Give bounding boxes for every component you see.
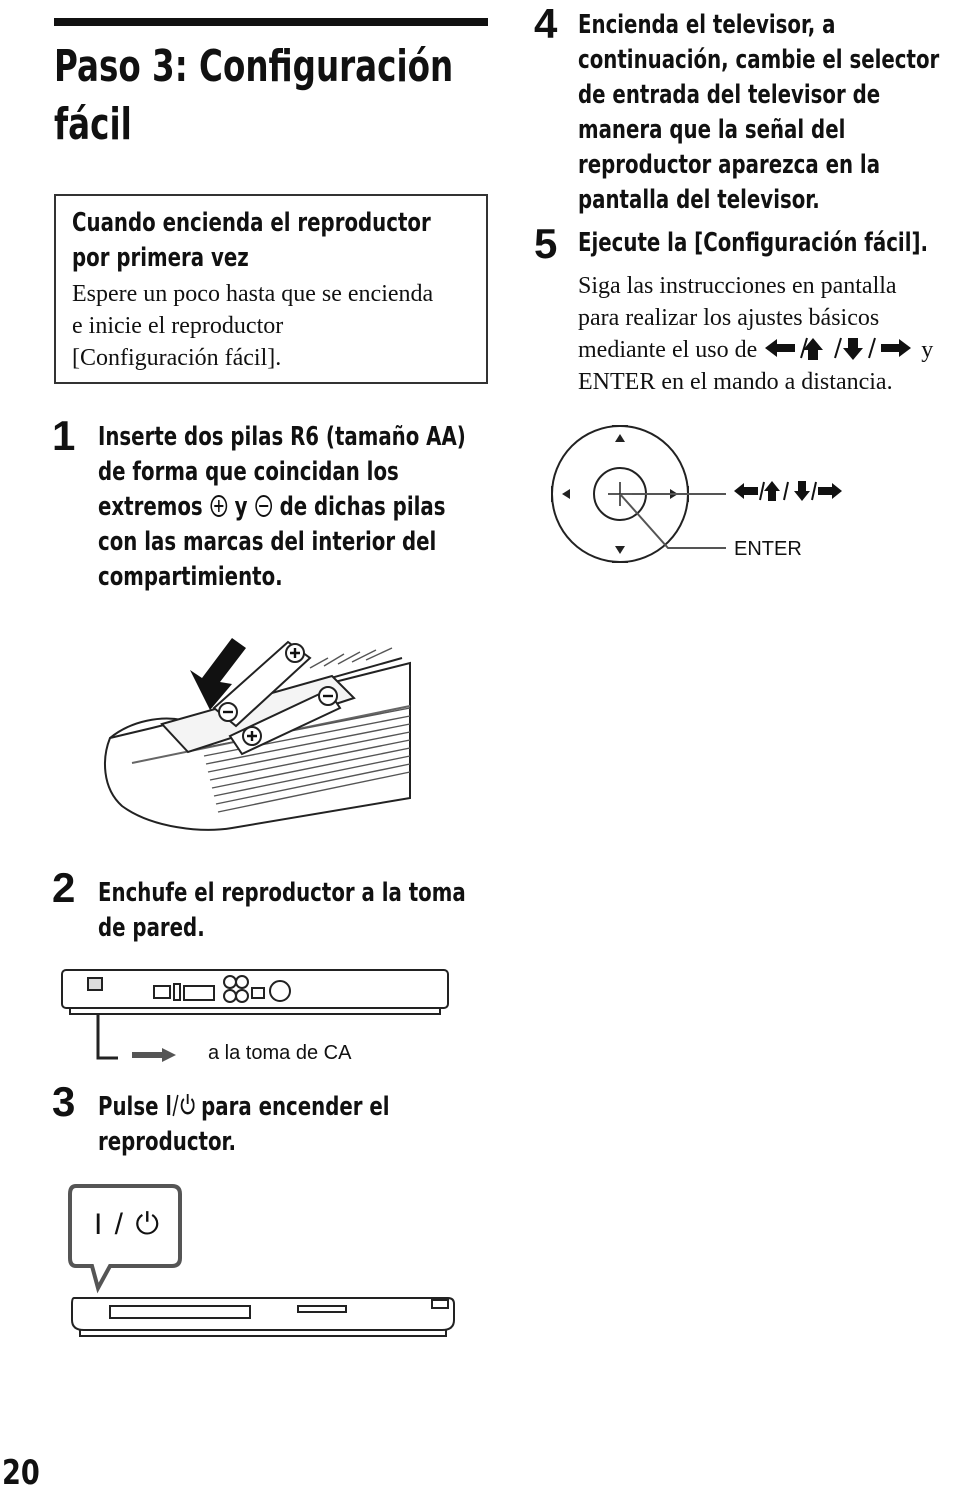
ac-inlet <box>88 978 102 990</box>
info-body-line: [Configuración fácil]. <box>72 345 282 371</box>
arrow-right-icon <box>818 483 842 499</box>
step-1-number: 1 <box>52 412 76 459</box>
step-4-number: 4 <box>534 0 558 47</box>
step-4-line: de entrada del televisor de <box>578 80 881 110</box>
remote-dial-illustration <box>546 420 756 570</box>
minus-circle-icon <box>254 494 272 518</box>
power-button-label: I / ⏻ <box>94 1208 162 1241</box>
step-5-line <box>578 334 933 366</box>
step-3-line: reproductor. <box>98 1127 236 1157</box>
step-3-pulse: Pulse <box>98 1092 159 1122</box>
step-5-heading: Ejecute la [Configuración fácil]. <box>578 228 929 258</box>
plus-circle-icon <box>210 494 228 518</box>
step-5-number: 5 <box>534 220 558 267</box>
title-line: Paso 3: Configuración <box>54 41 454 92</box>
step-4-line: reproductor aparezca en la <box>578 150 881 180</box>
page-title <box>54 38 453 154</box>
step-3-number: 3 <box>52 1078 76 1125</box>
step-3-rest: para encender el <box>201 1092 390 1122</box>
step-5-mediante: mediante el uso de <box>578 337 758 363</box>
arrow-up-icon <box>764 481 780 501</box>
ac-outlet-label: a la toma de CA <box>208 1042 352 1064</box>
step-2-line: Enchufe el reproductor a la toma <box>98 878 466 908</box>
arrow-left-icon <box>765 339 795 357</box>
arrow-right-icon <box>132 1048 176 1062</box>
info-heading-line: por primera vez <box>72 243 249 273</box>
arrow-right-icon <box>881 339 911 357</box>
info-heading <box>72 206 431 276</box>
info-body-line: Espere un poco hasta que se encienda <box>72 281 434 307</box>
step-5-line: Siga las instrucciones en pantalla <box>578 273 897 299</box>
step-4-line: manera que la señal del <box>578 115 846 145</box>
step-4-line: continuación, cambie el selector <box>578 45 940 75</box>
step-1-line: con las marcas del interior del <box>98 527 437 557</box>
front-panel-illustration <box>66 1180 462 1342</box>
step-4-line: pantalla del televisor. <box>578 185 820 215</box>
step-1-text <box>98 420 466 595</box>
arrow-down-icon <box>843 338 863 360</box>
step-5-line: para realizar los ajustes básicos <box>578 305 880 331</box>
step-5-line: ENTER en el mando a distancia. <box>578 369 893 395</box>
arrow-down-icon <box>794 481 810 501</box>
page-number: 20 <box>2 1453 40 1493</box>
step-5-body <box>578 270 933 398</box>
direction-arrows-icon <box>763 336 915 360</box>
dial-arrows-label <box>732 478 846 504</box>
info-body-line: e inicie el reproductor <box>72 313 284 339</box>
step-1-y: y <box>234 492 248 522</box>
step-1-line: Inserte dos pilas R6 (tamaño AA) <box>98 422 466 452</box>
step-1-line: compartimiento. <box>98 562 283 592</box>
step-2-line: de pared. <box>98 913 205 943</box>
title-rule <box>54 18 488 26</box>
step-4-text <box>578 8 939 218</box>
step-1-line <box>98 490 466 525</box>
enter-label: ENTER <box>734 538 802 560</box>
step-5-y: y <box>921 337 934 363</box>
step-3-line <box>98 1090 390 1125</box>
step-3-text <box>98 1090 390 1160</box>
step-2-number: 2 <box>52 864 76 911</box>
power-icon <box>165 1092 194 1118</box>
title-line: fácil <box>54 99 132 150</box>
step-1-extremos: extremos <box>98 492 203 522</box>
step-2-text <box>98 876 466 946</box>
info-heading-line: Cuando encienda el reproductor <box>72 208 431 238</box>
arrow-left-icon <box>734 483 758 499</box>
info-body <box>72 278 433 374</box>
step-1-line: de forma que coincidan los <box>98 457 399 487</box>
step-4-line: Encienda el televisor, a <box>578 10 836 40</box>
step-1-rest: de dichas pilas <box>279 492 446 522</box>
battery-insertion-illustration <box>92 628 422 838</box>
